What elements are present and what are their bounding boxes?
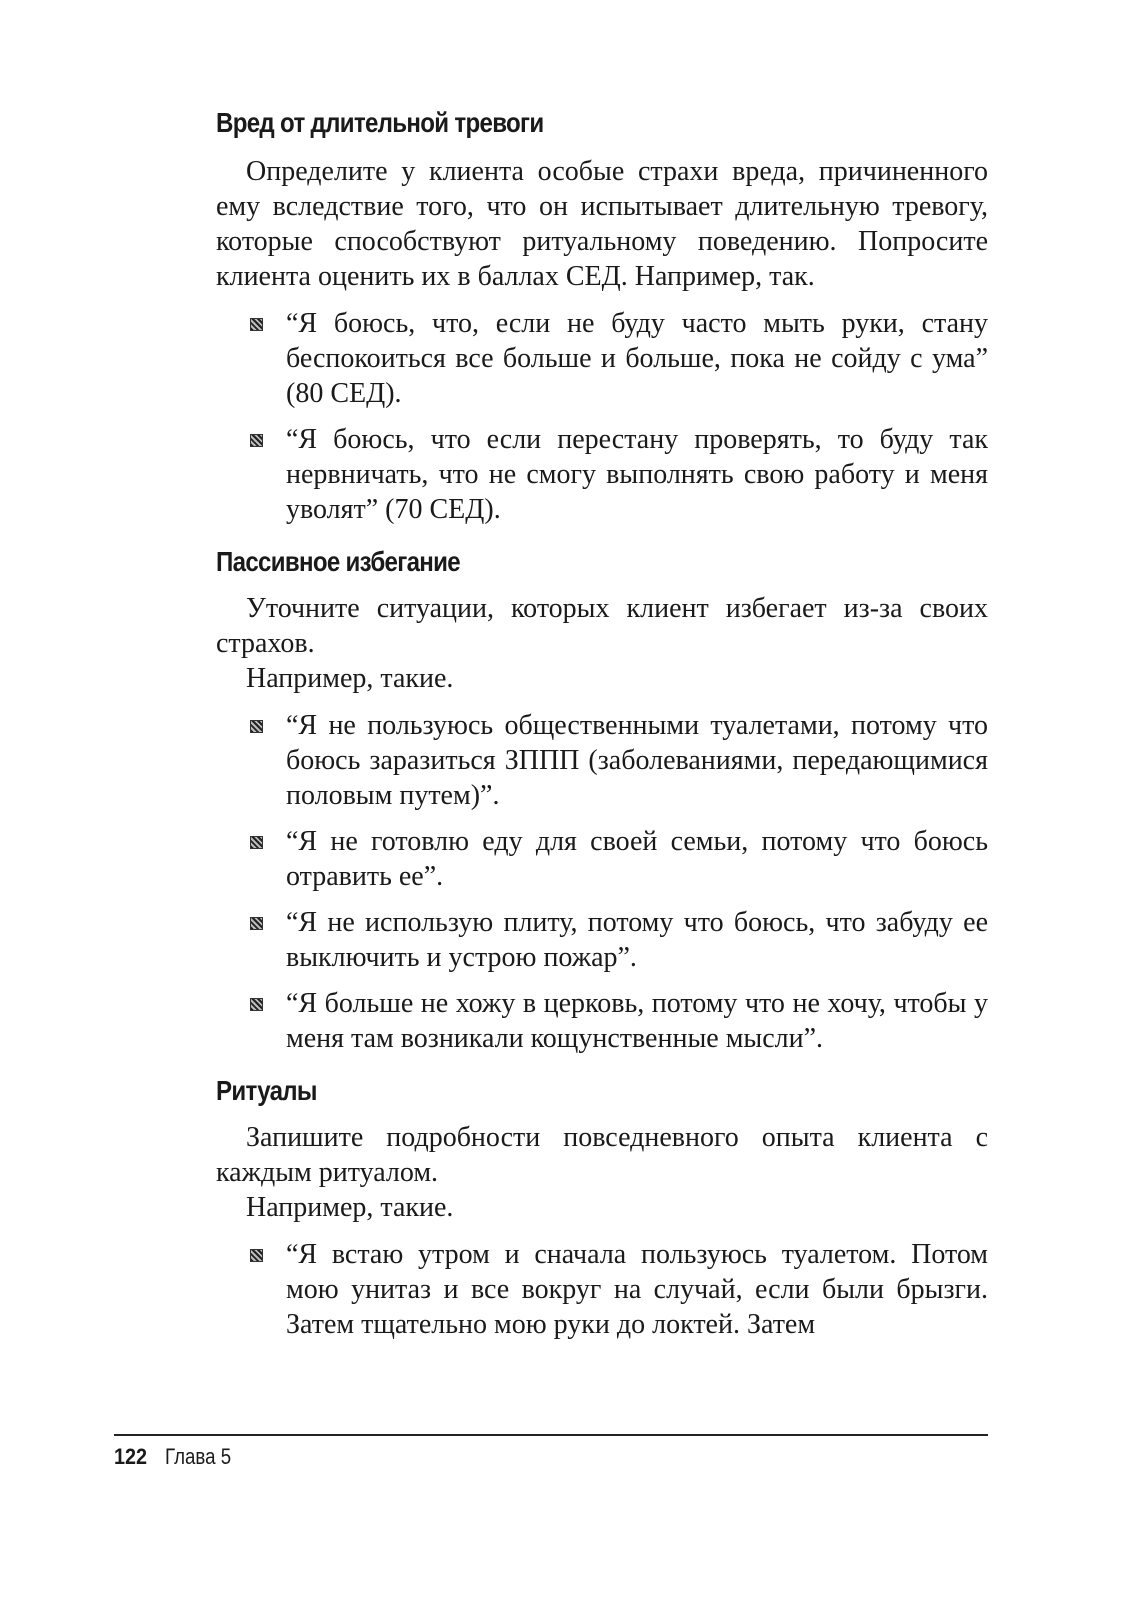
list-item — [216, 986, 988, 1056]
hatched-square-bullet-icon — [250, 917, 263, 930]
bullet-list — [216, 1237, 988, 1342]
list-item-text: “Я встаю утром и сначала пользуюсь туалетом. Потом мою унитаз и все вокруг на случай, если были брызги. Затем тщательно мою руки до локтей. Затем — [286, 1239, 988, 1340]
running-footer-chapter: Глава 5 — [164, 1444, 231, 1469]
paragraph: Например, такие. — [246, 1192, 454, 1223]
list-item — [216, 824, 988, 894]
hatched-square-bullet-icon — [250, 434, 263, 447]
page-body — [216, 100, 988, 1500]
hatched-square-bullet-icon — [250, 1249, 263, 1262]
list-item-text: “Я не пользуюсь общественными туалетами, потому что боюсь заразиться ЗППП (заболеваниями, передающимися половым путем)”. — [286, 710, 988, 811]
section-heading: Ритуалы — [216, 1075, 317, 1106]
section-heading: Вред от длительной тревоги — [216, 107, 544, 138]
list-item — [216, 422, 988, 527]
hatched-square-bullet-icon — [250, 836, 263, 849]
paragraph: Запишите подробности повседневного опыта клиента с каждым ритуалом. — [216, 1122, 988, 1188]
page-number: 122 — [114, 1444, 148, 1469]
bullet-list — [216, 708, 988, 1056]
list-item-text: “Я боюсь, что, если не буду часто мыть руки, стану беспокоиться все больше и больше, пока не сойду с ума” (80 СЕД). — [286, 308, 988, 409]
list-item — [216, 905, 988, 975]
section-heading: Пассивное избегание — [216, 546, 460, 577]
list-item-text: “Я не готовлю еду для своей семьи, потому что боюсь отравить ее”. — [286, 826, 988, 892]
list-item — [216, 1237, 988, 1342]
hatched-square-bullet-icon — [250, 318, 263, 331]
list-item-text: “Я больше не хожу в церковь, потому что не хочу, чтобы у меня там возникали кощунственные мысли”. — [286, 988, 988, 1054]
hatched-square-bullet-icon — [250, 720, 263, 733]
paragraph: Например, такие. — [246, 663, 454, 694]
list-item — [216, 708, 988, 813]
paragraph: Уточните ситуации, которых клиент избегает из-за своих страхов. — [216, 593, 988, 659]
list-item — [216, 306, 988, 411]
paragraph: Определите у клиента особые страхи вреда, причиненного ему вследствие того, что он испытывает длительную тревогу, которые способствуют ритуальному поведению. Попросите клиента оценить их в баллах СЕД. Например, так. — [216, 156, 988, 292]
page-footer — [114, 1444, 243, 1470]
list-item-text: “Я боюсь, что если перестану проверять, то буду так нервничать, что не смогу выполнять свою работу и меня уволят” (70 СЕД). — [286, 424, 988, 525]
footer-rule — [114, 1434, 988, 1436]
list-item-text: “Я не использую плиту, потому что боюсь, что забуду ее выключить и устрою пожар”. — [286, 907, 988, 973]
hatched-square-bullet-icon — [250, 998, 263, 1011]
bullet-list — [216, 306, 988, 527]
